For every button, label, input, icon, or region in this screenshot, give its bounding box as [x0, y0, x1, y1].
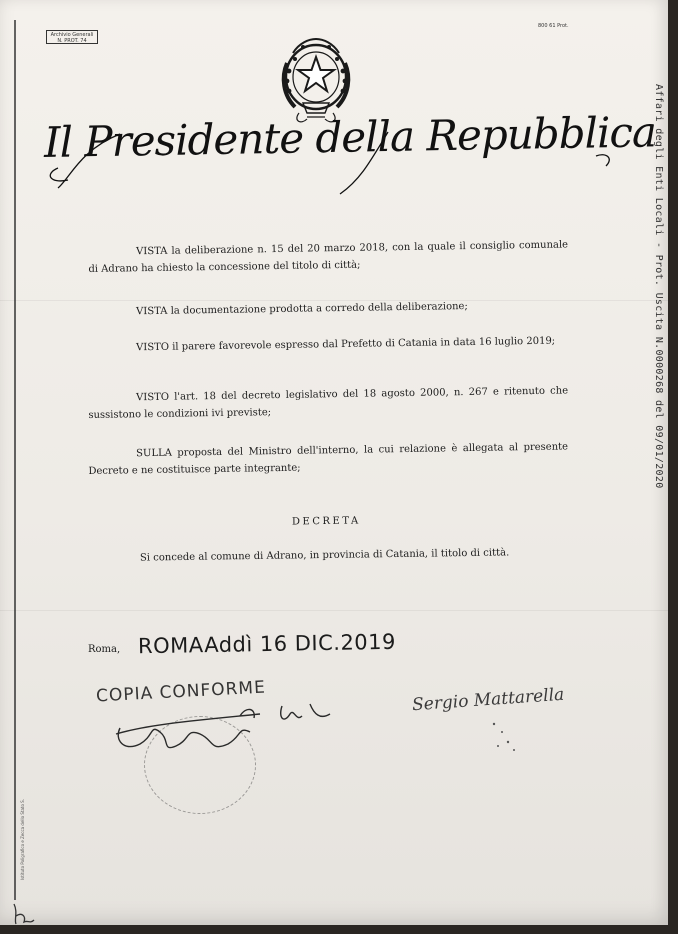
decreta-heading: DECRETA	[291, 515, 361, 528]
protocol-stamp: Affari degli Enti Locali - Prot. Uscita N.0000268 del 09/01/2020	[653, 84, 664, 489]
copy-conform-stamp: COPIA CONFORME	[95, 677, 267, 707]
paragraph-vista-deliberazione: VISTA la deliberazione n. 15 del 20 marzo 2018, con la quale il consiglio comunale di Adrano ha chiesto la concessione del titolo di città;	[88, 239, 569, 275]
signature-marks	[488, 716, 528, 756]
presidential-signature: Sergio Mattarella	[411, 684, 565, 716]
paragraph-visto-art: VISTO l'art. 18 del decreto legislativo del 18 agosto 2000, n. 267 e ritenuto che sussistono le condizioni ivi previste;	[88, 385, 569, 421]
left-margin-rule	[14, 20, 16, 900]
corner-code: 800 61 Prot.	[538, 23, 569, 29]
paragraph-vista-documentazione: VISTA la documentazione prodotta a corredo della deliberazione;	[136, 301, 468, 318]
corner-stamp: Archivio Generali N. PROT. 74	[46, 30, 98, 44]
paragraph-visto-parere: VISTO il parere favorevole espresso dal Prefetto di Catania in data 16 luglio 2019;	[136, 335, 556, 354]
printer-mark: Istituto Poligrafico e Zecca dello Stato S.	[20, 799, 25, 880]
fold-line	[0, 610, 668, 611]
decree-text: Si concede al comune di Adrano, in provincia di Catania, il titolo di città.	[139, 547, 510, 564]
official-signature	[110, 684, 350, 764]
title-flourish	[40, 122, 620, 202]
paragraph-sulla-proposta: SULLA proposta del Ministro dell'interno, la cui relazione è allegata al presente Decreto e ne costituisce parte integrante;	[88, 441, 569, 477]
place-label: Roma,	[88, 644, 121, 655]
date-stamp: ROMAAddì 16 DIC.2019	[137, 629, 397, 659]
margin-initials	[8, 898, 38, 925]
page-title: Il Presidente della Repubblica	[43, 107, 657, 167]
